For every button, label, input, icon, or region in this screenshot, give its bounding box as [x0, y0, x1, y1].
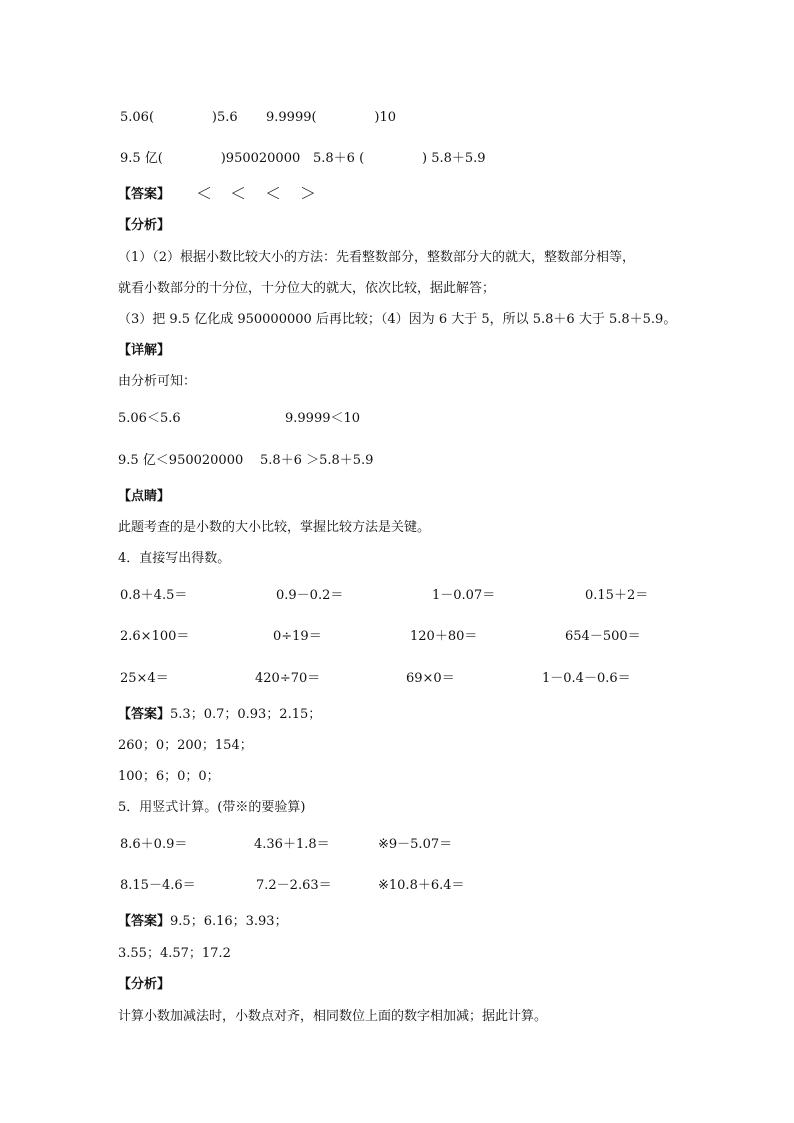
q4-item-3-2: 420÷70＝	[255, 671, 321, 686]
q5-item-1-1: 8.6＋0.9＝	[120, 837, 188, 852]
analysis-line-1: （1）（2）根据小数比较大小的方法：先看整数部分，整数部分大的就大，整数部分相等，	[118, 250, 636, 265]
analysis-label: 【分析】	[118, 218, 171, 233]
q5-item-2-1: 8.15－4.6＝	[120, 878, 196, 893]
q4-item-2-1: 2.6×100＝	[120, 629, 190, 644]
answer-symbol-3: ＜	[265, 184, 282, 203]
answer-label: 【答案】	[118, 187, 171, 202]
q4-item-1-1: 0.8＋4.5＝	[120, 588, 188, 603]
question-5-title: 5．用竖式计算。(带※的要验算)	[118, 800, 306, 815]
q4-item-1-3: 1－0.07＝	[432, 588, 496, 603]
comment-text: 此题考查的是小数的大小比较，掌握比较方法是关键。	[118, 520, 431, 535]
detail-label: 【详解】	[118, 343, 171, 358]
q4-answer-line-1	[118, 706, 321, 724]
q4-item-3-1: 25×4＝	[120, 671, 169, 686]
answer-symbol-4: ＞	[300, 184, 317, 203]
q4-item-1-4: 0.15＋2＝	[585, 588, 649, 603]
compare-item-3: 9.5 亿( )950020000	[120, 151, 301, 166]
q4-answer-values: 5.3；0.7；0.93；2.15；	[170, 707, 322, 722]
q4-item-3-4: 1－0.4－0.6＝	[542, 671, 631, 686]
q5-answer-values: 9.5；6.16；3.93；	[170, 914, 288, 929]
answer-symbol-2: ＜	[230, 184, 247, 203]
detail-result-3: 9.5 亿＜950020000	[118, 453, 244, 468]
q4-answer-line-2: 260；0；200；154；	[118, 738, 253, 753]
q5-answer-line-1	[118, 913, 288, 931]
q5-item-1-3: ※9－5.07＝	[378, 837, 453, 852]
answer-symbol-1: ＜	[196, 184, 213, 203]
detail-result-2: 9.9999＜10	[285, 411, 361, 426]
q5-item-1-2: 4.36＋1.8＝	[254, 837, 330, 852]
detail-result-4: 5.8＋6 ＞5.8＋5.9	[260, 453, 374, 468]
compare-item-1: 5.06( )5.6	[120, 110, 238, 125]
q5-analysis-text: 计算小数加减法时，小数点对齐，相同数位上面的数字相加减；据此计算。	[118, 1009, 548, 1024]
q4-item-3-3: 69×0＝	[406, 671, 455, 686]
compare-item-4: 5.8＋6 ( ) 5.8＋5.9	[313, 151, 486, 166]
analysis-line-2: 就看小数部分的十分位，十分位大的就大，依次比较，据此解答；	[118, 281, 496, 296]
detail-result-1: 5.06＜5.6	[118, 411, 181, 426]
q4-item-2-4: 654－500＝	[565, 629, 641, 644]
q4-item-1-2: 0.9－0.2＝	[276, 588, 344, 603]
q5-item-2-3: ※10.8＋6.4＝	[378, 878, 465, 893]
q5-answer-label: 【答案】	[118, 914, 171, 929]
q4-item-2-2: 0÷19＝	[273, 629, 322, 644]
compare-item-2: 9.9999( )10	[266, 110, 397, 125]
analysis-line-3: （3）把 9.5 亿化成 950000000 后再比较；（4）因为 6 大于 5，所以 5.8＋6 大于 5.8＋5.9。	[118, 312, 677, 327]
q5-item-2-2: 7.2－2.63＝	[256, 878, 332, 893]
q4-answer-label: 【答案】	[118, 707, 171, 722]
q5-analysis-label: 【分析】	[118, 977, 171, 992]
detail-intro: 由分析可知：	[118, 374, 197, 389]
q4-answer-line-3: 100；6；0；0；	[118, 769, 220, 784]
question-4-title: 4．直接写出得数。	[118, 551, 231, 566]
q5-answer-line-2: 3.55；4.57；17.2	[118, 946, 231, 961]
comment-label: 【点睛】	[118, 489, 171, 504]
q4-item-2-3: 120＋80＝	[410, 629, 478, 644]
